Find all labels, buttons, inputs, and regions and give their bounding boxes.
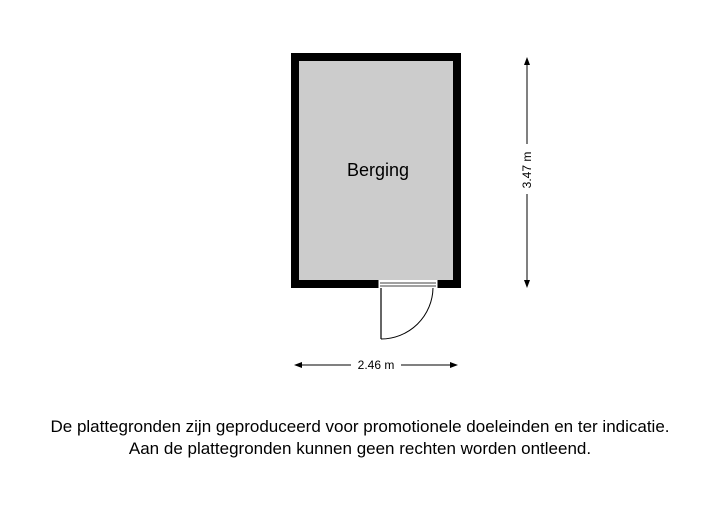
door-swing-arc: [381, 288, 433, 339]
width-arrow-right: [450, 362, 458, 368]
height-arrow-top: [524, 57, 530, 65]
width-arrow-left: [294, 362, 302, 368]
door-opening: [378, 280, 438, 288]
height-dimension-label: 3.47 m: [520, 151, 534, 189]
height-arrow-bottom: [524, 280, 530, 288]
width-dimension-label: 2.46 m: [357, 358, 395, 372]
disclaimer-line-2: Aan de plattegronden kunnen geen rechten worden ontleend.: [128, 439, 592, 458]
room-label: Berging: [346, 160, 410, 180]
disclaimer-line-1: De plattegronden zijn geproduceerd voor promotionele doeleinden en ter indicatie.: [50, 417, 670, 436]
